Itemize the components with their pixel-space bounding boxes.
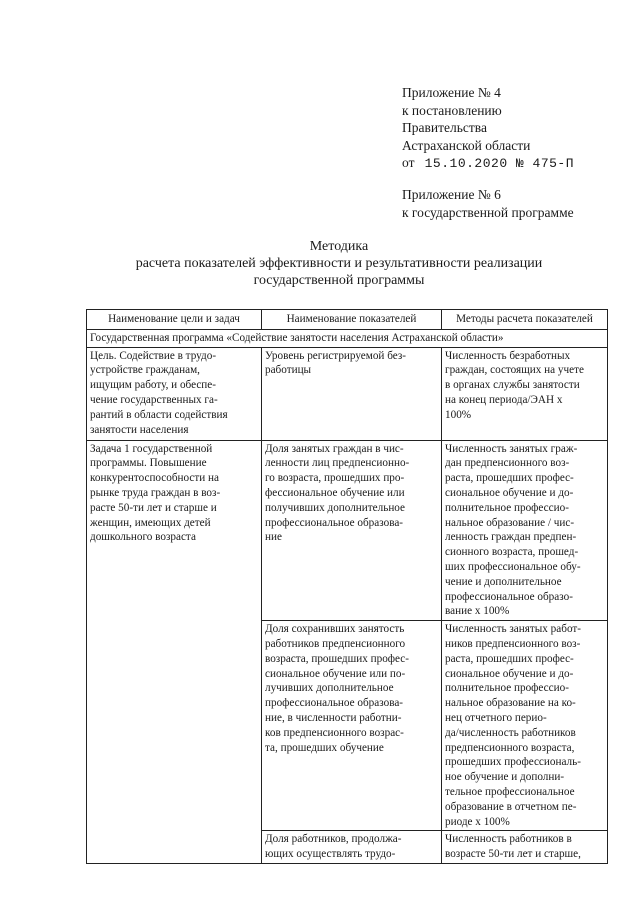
column-header: Методы расчета показателей xyxy=(442,310,608,330)
method-cell: Численность безработных граждан, состоящих на учете в органах службы занятости на конец периода/ЭАН х 100% xyxy=(442,347,608,440)
appendix-header-line: Астраханской области xyxy=(402,137,531,153)
title-line: Методика xyxy=(309,239,369,254)
appendix-header-2-line: к государственной программе xyxy=(402,204,574,220)
program-name-cell: Государственная программа «Содействие занятости населения Астраханской области» xyxy=(87,329,608,347)
title-line: расчета показателей эффективности и результативности реализации xyxy=(135,256,543,271)
date-prefix: от xyxy=(402,155,415,170)
method-cell: Численность работников в возрасте 50-ти лет и старше, xyxy=(442,831,608,864)
date-line xyxy=(402,154,574,173)
indicator-cell: Доля работников, продолжа- ющих осуществлять трудо- xyxy=(262,831,442,864)
goal-cell: Задача 1 государственной программы. Повышение конкурентоспособности на рынке труда граждан в воз- расте 50-ти лет и старше и женщин, имеющих детей дошкольного возраста xyxy=(87,440,262,863)
appendix-header-2-line: Приложение № 6 xyxy=(402,187,501,202)
appendix-header-line: Правительства xyxy=(402,120,487,135)
appendix-header-line: Приложение № 4 xyxy=(402,85,501,100)
appendix-header-line: к постановлению xyxy=(402,102,502,118)
methodology-table xyxy=(86,309,608,864)
title-line: государственной программы xyxy=(253,273,425,288)
indicator-cell: Доля сохранивших занятость работников предпенсионного возраста, прошедших профес- сиональное обучение или по- лучивших дополнительное профессиональное образова- ние, в численности работни- ков предпенсионного возрас- та, прошедших обучение xyxy=(262,621,442,831)
goal-cell: Цель. Содействие в трудо- устройстве гражданам, ищущим работу, и обеспе- чение государственных га- рантий в области содействия занятости населения xyxy=(87,347,262,440)
appendix-header-2 xyxy=(402,186,574,221)
date-stamp: 15.10.2020 № 475-П xyxy=(424,156,575,171)
document-title xyxy=(90,238,588,289)
table-header-row xyxy=(87,310,608,330)
column-header: Наименование показателей xyxy=(262,310,442,330)
program-row xyxy=(87,329,608,347)
indicator-cell: Доля занятых граждан в чис- ленности лиц предпенсионно- го возраста, прошедших про- фессиональное обучение или получивших дополнительное профессиональное образова- ние xyxy=(262,440,442,621)
indicator-cell: Уровень регистрируемой без- работицы xyxy=(262,347,442,440)
appendix-header xyxy=(402,84,574,173)
method-cell: Численность занятых работ- ников предпенсионного воз- раста, прошедших профес- сиональное обучение и до- полнительное профессио- нальное образование на ко- нец отчетного перио- да/численность работников предпенсионного возраста, прошедших профессиональ- ное обучение и дополни- тельное профессиональное образование в отчетном пе- риоде х 100% xyxy=(442,621,608,831)
method-cell: Численность занятых граж- дан предпенсионного воз- раста, прошедших профес- сиональное обучение и до- полнительное профессио- нальное образование / чис- ленность граждан предпен- сионного возраста, прошед- ших профессиональное обу- чение и дополнительное профессиональное образо- вание х 100% xyxy=(442,440,608,621)
column-header: Наименование цели и задач xyxy=(87,310,262,330)
table-row xyxy=(87,440,608,621)
table-row xyxy=(87,347,608,440)
